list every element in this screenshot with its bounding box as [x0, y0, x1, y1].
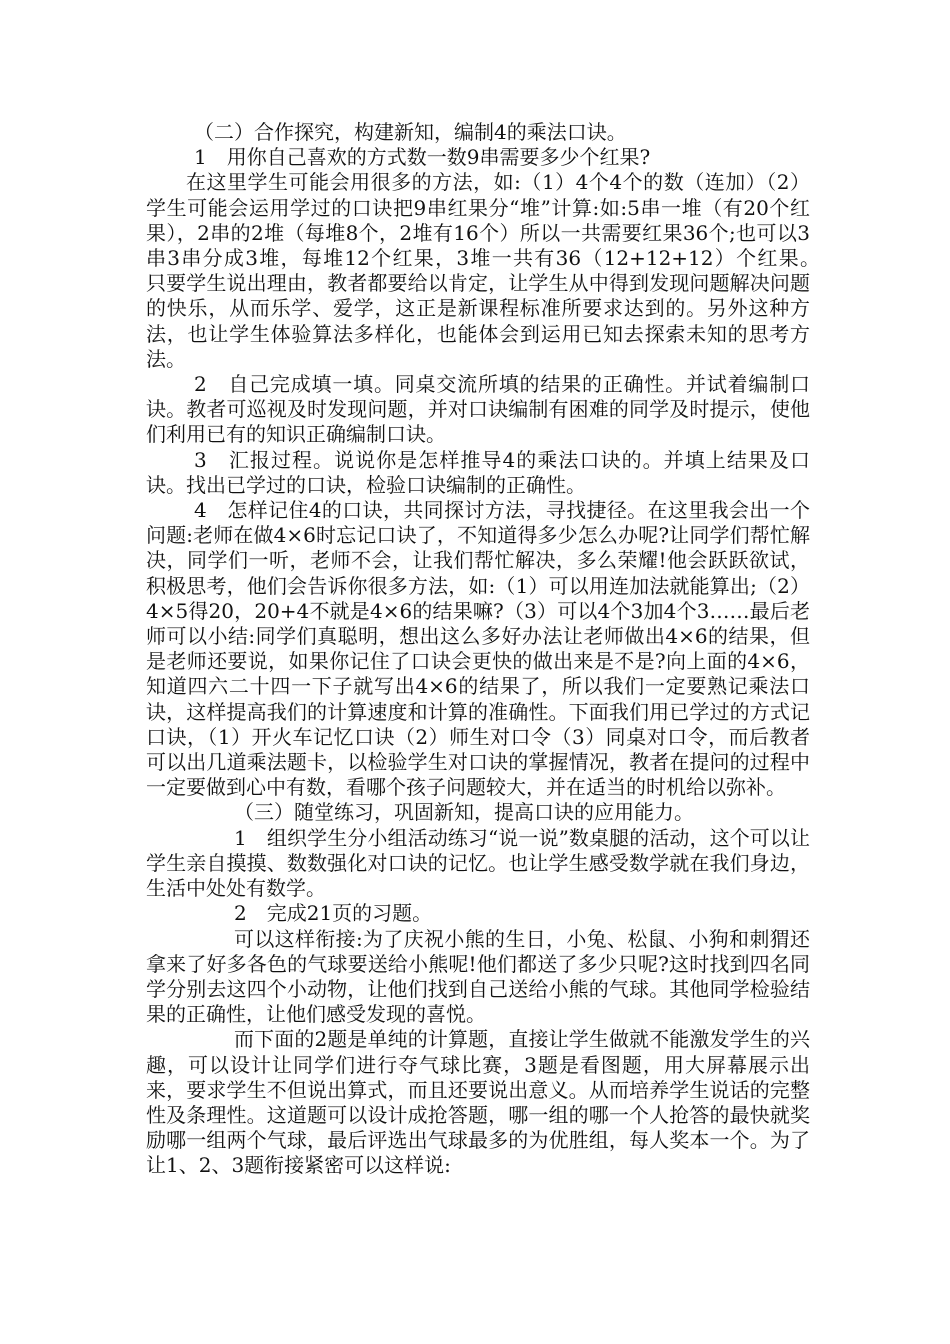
paragraph-practice-1: 1 组织学生分小组活动练习“说一说”数桌腿的活动，这个可以让学生亲自摸摸、数数强化对口诀的记忆。也让学生感受数学就在我们身边，生活中处处有数学。: [146, 825, 810, 901]
paragraph-methods: 在这里学生可能会用很多的方法，如:（1）4个4个的数（连加）（2）学生可能会运用学过的口诀把9串红果分“堆”计算:如:5串一堆（有20个红果），2串的2堆（每堆8个，2堆有16个）所以一共需要红果36个;也可以3串3串分成3堆，每堆12个红果，3堆一共有36（12+12+12）个红果。 只要学生说出理由，教者都要给以肯定，让学生从中得到发现问题解决问题的快乐，从而乐学、爱学，这正是新课程标准所要求达到的。另外这种方法，也让学生体验算法多样化，也能体会到运用已知去探索未知的思考方法。: [146, 170, 830, 371]
paragraph-step-3: 3 汇报过程。说说你是怎样推导4的乘法口诀的。并填上结果及口诀。找出已学过的口诀，检验口诀编制的正确性。: [146, 447, 810, 497]
paragraph-step-4: 4 怎样记住4的口诀，共同探讨方法，寻找捷径。在这里我会出一个问题:老师在做4×6时忘记口诀了，不知道得多少怎么办呢?让同学们帮忙解决，同学们一听，老师不会，让我们帮忙解决，多么荣耀!他会跃跃欲试，积极思考，他们会告诉你很多方法，如:（1）可以用连加法就能算出;（2）4×5得20，20+4不就是4×6的结果嘛?（3）可以4个3加4个3……最后老师可以小结:同学们真聪明，想出这么多好办法让老师做出4×6的结果，但是老师还要说，如果你记住了口诀会更快的做出来是不是?向上面的4×6，知道四六二十四一下子就写出4×6的结果了，所以我们一定要熟记乘法口诀，这样提高我们的计算速度和计算的准确性。下面我们用已学过的方式记口诀，（1）开火车记忆口诀（2）师生对口令（3）同桌对口令，而后教者可以出几道乘法题卡，以检验学生对口诀的掌握情况，教者在提问的过程中一定要做到心中有数，看哪个孩子问题较大，并在适当的时机给以弥补。: [146, 498, 810, 800]
paragraph-step-1: 1 用你自己喜欢的方式数一数9串需要多少个红果?: [194, 145, 651, 170]
heading-section-3: （三）随堂练习，巩固新知，提高口诀的应用能力。: [234, 800, 694, 825]
paragraph-practice-2: 2 完成21页的习题。: [234, 901, 433, 926]
heading-section-2: （二）合作探究，构建新知，编制4的乘法口诀。: [194, 120, 627, 144]
paragraph-transition: 可以这样衔接:为了庆祝小熊的生日，小兔、松鼠、小狗和刺猬还拿来了好多各色的气球要送给小熊呢!他们都送了多少只呢?这时找到四名同学分别去这四个小动物，让他们找到自己送给小熊的气球。其他同学检验结果的正确性，让他们感受发现的喜悦。: [146, 926, 810, 1027]
document-body: [146, 120, 830, 1179]
paragraph-competition: 而下面的2题是单纯的计算题，直接让学生做就不能激发学生的兴趣，可以设计让同学们进行夺气球比赛，3题是看图题，用大屏幕展示出来，要求学生不但说出算式，而且还要说出意义。从而培养学生说话的完整性及条理性。这道题可以设计成抢答题，哪一组的哪一个人抢答的最快就奖励哪一组两个气球，最后评选出气球最多的为优胜组，每人奖本一个。为了让1、2、3题衔接紧密可以这样说:: [146, 1027, 810, 1178]
paragraph-step-2: 2 自己完成填一填。同桌交流所填的结果的正确性。并试着编制口诀。教者可巡视及时发现问题，并对口诀编制有困难的同学及时提示，使他们利用已有的知识正确编制口诀。: [146, 372, 810, 447]
